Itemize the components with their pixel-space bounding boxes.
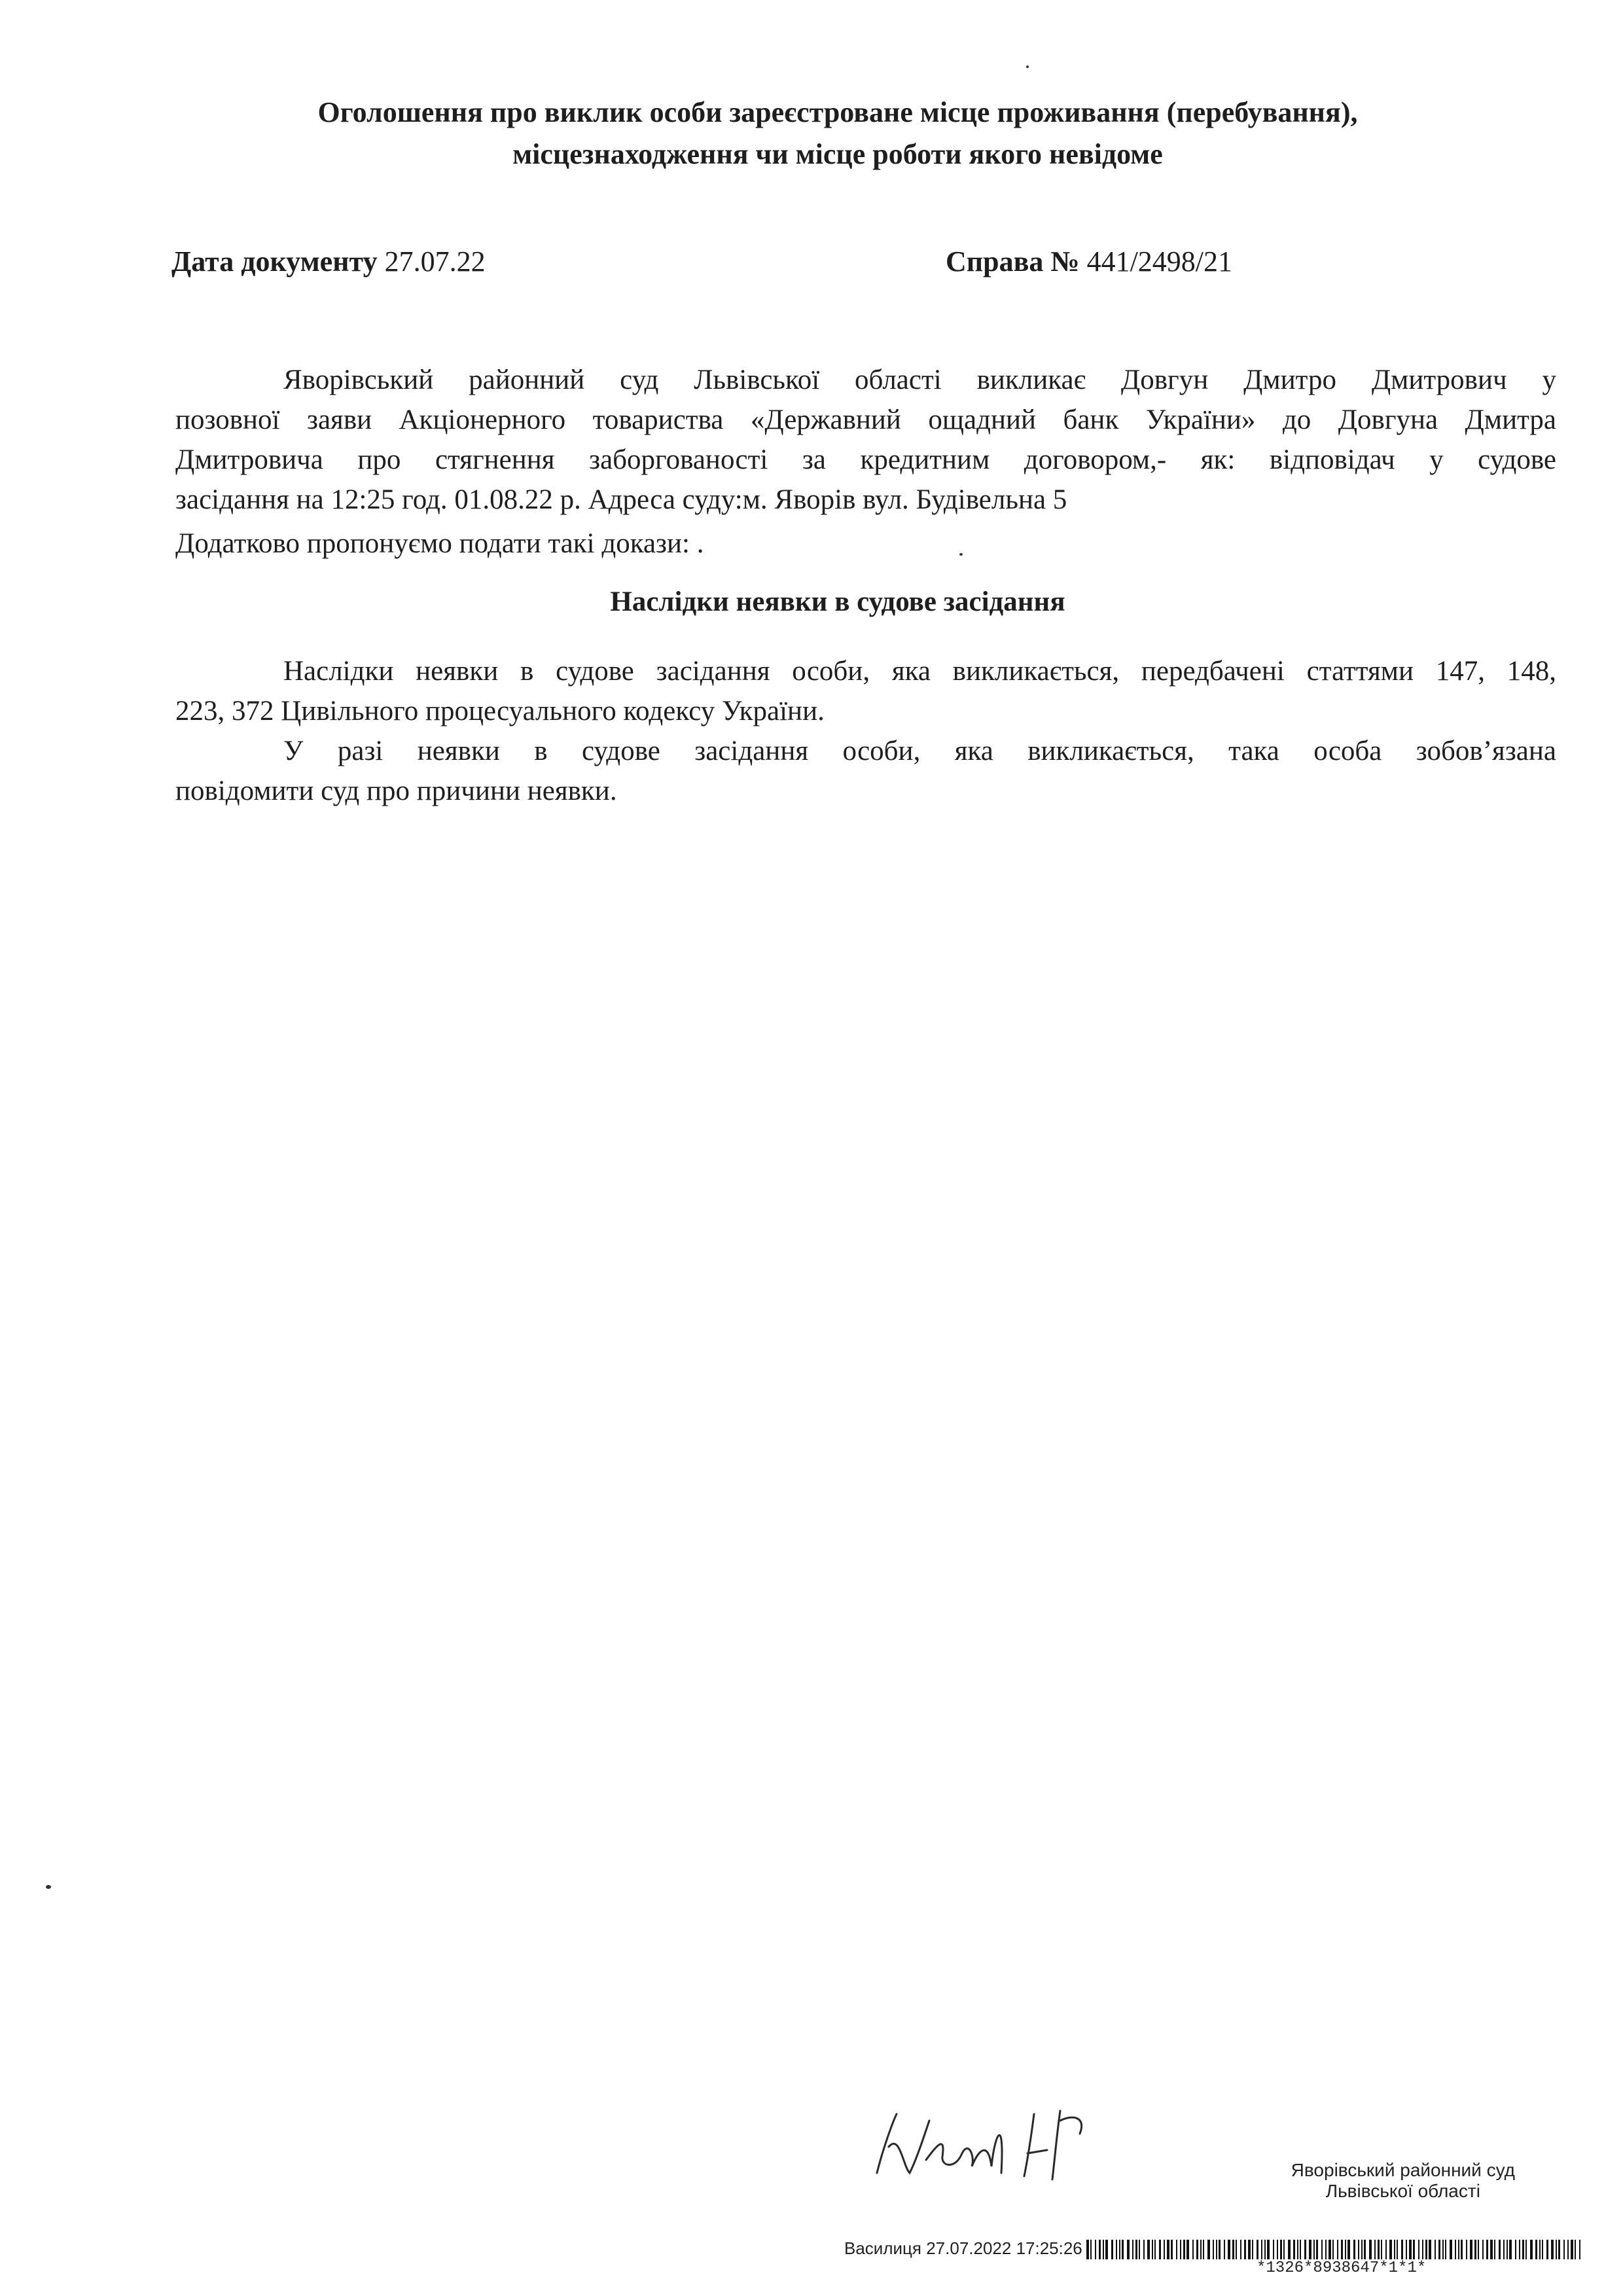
barcode-bar: [1309, 2240, 1311, 2259]
barcode-bar: [1490, 2240, 1493, 2259]
barcode-bar: [1507, 2240, 1508, 2259]
barcode-bar: [1418, 2240, 1419, 2259]
barcode: [1086, 2240, 1584, 2259]
barcode-bar: [1575, 2240, 1576, 2259]
barcode-bar: [1364, 2240, 1366, 2259]
barcode-bar: [1139, 2240, 1140, 2259]
barcode-bar: [1283, 2240, 1285, 2259]
barcode-bar: [1261, 2240, 1262, 2259]
barcode-bar: [1183, 2240, 1185, 2259]
barcode-bar: [1240, 2240, 1241, 2259]
barcode-bar: [1374, 2240, 1376, 2259]
barcode-bar: [1111, 2240, 1113, 2259]
consequences-p1-line-1: Наслідки неявки в судове засідання особи, яка викликається, передбачені статтями 147, 148,: [283, 656, 1556, 687]
barcode-bar: [1353, 2240, 1355, 2259]
barcode-bar: [1358, 2240, 1359, 2259]
barcode-bar: [1425, 2240, 1427, 2259]
barcode-bar: [1478, 2240, 1479, 2259]
barcode-bar: [1539, 2240, 1541, 2259]
barcode-bar: [1406, 2240, 1407, 2259]
barcode-bar: [1196, 2240, 1198, 2259]
barcode-bar: [1119, 2240, 1120, 2259]
barcode-bar: [1429, 2240, 1431, 2259]
barcode-bar: [1458, 2240, 1459, 2259]
summons-line-1: Яворівський районний суд Львівської області викликає Довгун Дмитро Дмитрович у: [283, 365, 1556, 395]
barcode-bar: [1313, 2240, 1315, 2259]
barcode-bar: [1224, 2240, 1225, 2259]
barcode-bar: [1515, 2240, 1516, 2259]
handwritten-signature: [864, 2094, 1139, 2193]
summons-paragraph: [175, 360, 1556, 520]
barcode-bar: [1147, 2240, 1150, 2259]
barcode-bar: [1345, 2240, 1346, 2259]
barcode-bar: [1103, 2240, 1104, 2259]
barcode-bar: [1394, 2240, 1395, 2259]
barcode-bar: [1563, 2240, 1565, 2259]
barcode-bar: [1535, 2240, 1537, 2259]
consequences-p2-line-1: У разі неявки в судове засідання особи, яка викликається, така особа зобов’язана: [283, 736, 1556, 766]
barcode-bar: [1267, 2240, 1270, 2259]
barcode-bar: [1519, 2240, 1520, 2259]
barcode-bar: [1413, 2240, 1415, 2259]
barcode-bar: [1369, 2240, 1372, 2259]
barcode-bar: [1571, 2240, 1573, 2259]
scan-speck: [959, 553, 963, 556]
barcode-bar: [1273, 2240, 1274, 2259]
barcode-bar: [1470, 2240, 1472, 2259]
barcode-bar: [1219, 2240, 1221, 2259]
barcode-bar: [1122, 2240, 1124, 2259]
barcode-bar: [1525, 2240, 1527, 2259]
barcode-bar: [1164, 2240, 1165, 2259]
barcode-bar: [1482, 2240, 1484, 2259]
barcode-bar: [1293, 2240, 1295, 2259]
date-value: 27.07.22: [384, 245, 486, 278]
barcode-bar: [1244, 2240, 1246, 2259]
barcode-bar: [1095, 2240, 1096, 2259]
case-label: Справа №: [946, 245, 1080, 278]
barcode-bar: [1579, 2240, 1580, 2259]
document-date: [171, 242, 486, 281]
barcode-bar: [1378, 2240, 1380, 2259]
barcode-bar: [1280, 2240, 1282, 2259]
barcode-bar: [1499, 2240, 1501, 2259]
barcode-bar: [1232, 2240, 1234, 2259]
barcode-bar: [1466, 2240, 1467, 2259]
date-label: Дата документу: [171, 245, 378, 278]
barcode-bar: [1180, 2240, 1181, 2259]
barcode-bar: [1567, 2240, 1569, 2259]
court-line-1: Яворівський районний суд: [1291, 2160, 1515, 2180]
barcode-bar: [1159, 2240, 1161, 2259]
barcode-bar: [1090, 2240, 1092, 2259]
barcode-bar: [1228, 2240, 1230, 2259]
barcode-bar: [1509, 2240, 1512, 2259]
barcode-bar: [1248, 2240, 1251, 2259]
barcode-bar: [1442, 2240, 1444, 2259]
barcode-bar: [1316, 2240, 1318, 2259]
barcode-bar: [1438, 2240, 1440, 2259]
barcode-bar: [1397, 2240, 1398, 2259]
barcode-bar: [1381, 2240, 1382, 2259]
barcode-bar: [1143, 2240, 1145, 2259]
consequences-heading: Наслідки неявки в судове засідання: [610, 586, 1065, 617]
barcode-bar: [1127, 2240, 1130, 2259]
scan-speck: [1026, 65, 1029, 68]
barcode-bar: [1422, 2240, 1423, 2259]
barcode-bar: [1252, 2240, 1253, 2259]
barcode-bar: [1325, 2240, 1327, 2259]
barcode-bar: [1297, 2240, 1298, 2259]
barcode-number: *1326*8938647*1*1*: [1257, 2259, 1427, 2277]
barcode-bar: [1450, 2240, 1452, 2259]
barcode-bar: [1321, 2240, 1323, 2259]
case-value: 441/2498/21: [1086, 245, 1233, 278]
court-line-2: Львівської області: [1325, 2181, 1480, 2201]
barcode-bar: [1086, 2240, 1089, 2259]
consequences-text: [175, 651, 1556, 811]
barcode-bar: [1288, 2240, 1291, 2259]
summons-line-2: позовної заяви Акціонерного товариства «Державний ощадний банк України» до Довгуна Дмитра: [175, 404, 1556, 435]
barcode-bar: [1105, 2240, 1108, 2259]
barcode-bar: [1192, 2240, 1194, 2259]
barcode-bar: [1551, 2240, 1554, 2259]
evidence-paragraph: [175, 524, 1556, 564]
barcode-bar: [1152, 2240, 1153, 2259]
document-title: [170, 92, 1505, 175]
signer-timestamp: Василиця 27.07.2022 17:25:26: [844, 2238, 1082, 2258]
barcode-bar: [1522, 2240, 1524, 2259]
barcode-bar: [1329, 2240, 1331, 2259]
barcode-bar: [1341, 2240, 1343, 2259]
barcode-bar: [1257, 2240, 1258, 2259]
barcode-bar: [1167, 2240, 1169, 2259]
summons-line-4: засідання на 12:25 год. 01.08.22 р. Адреса суду:м. Яворів вул. Будівельна 5: [175, 484, 1067, 515]
barcode-bar: [1186, 2240, 1189, 2259]
barcode-bar: [1401, 2240, 1403, 2259]
barcode-bar: [1176, 2240, 1177, 2259]
barcode-bar: [1135, 2240, 1137, 2259]
barcode-bar: [1277, 2240, 1278, 2259]
barcode-bar: [1385, 2240, 1387, 2259]
barcode-bar: [1486, 2240, 1488, 2259]
barcode-bar: [1203, 2240, 1204, 2259]
barcode-bar: [1389, 2240, 1392, 2259]
barcode-bar: [1474, 2240, 1476, 2259]
barcode-bar: [1216, 2240, 1217, 2259]
barcode-bar: [1099, 2240, 1101, 2259]
barcode-bar: [1304, 2240, 1306, 2259]
barcode-bar: [1337, 2240, 1338, 2259]
barcode-bar: [1264, 2240, 1266, 2259]
barcode-bar: [1461, 2240, 1463, 2259]
consequences-p1-line-2: 223, 372 Цивільного процесуального кодексу України.: [175, 696, 825, 726]
barcode-bar: [1200, 2240, 1202, 2259]
barcode-bar: [1332, 2240, 1334, 2259]
title-line-1: Оголошення про виклик особи зареєстроване місце проживання (перебування),: [317, 96, 1358, 128]
court-stamp: [1291, 2160, 1515, 2202]
barcode-bar: [1494, 2240, 1495, 2259]
consequences-p2-line-2: повідомити суд про причини неявки.: [175, 776, 617, 806]
barcode-bar: [1236, 2240, 1237, 2259]
barcode-bar: [1542, 2240, 1543, 2259]
barcode-bar: [1503, 2240, 1505, 2259]
scan-speck: [46, 1885, 51, 1889]
barcode-bar: [1435, 2240, 1436, 2259]
barcode-bar: [1445, 2240, 1446, 2259]
barcode-bar: [1455, 2240, 1456, 2259]
barcode-bar: [1556, 2240, 1557, 2259]
barcode-bar: [1546, 2240, 1548, 2259]
barcode-bar: [1213, 2240, 1214, 2259]
title-line-2: місцезнаходження чи місце роботи якого невідоме: [512, 138, 1163, 170]
barcode-bar: [1132, 2240, 1133, 2259]
barcode-bar: [1300, 2240, 1301, 2259]
barcode-bar: [1409, 2240, 1412, 2259]
barcode-bar: [1116, 2240, 1117, 2259]
barcode-bar: [1171, 2240, 1173, 2259]
barcode-bar: [1347, 2240, 1350, 2259]
evidence-line: Додатково пропонуємо подати такі докази: .: [175, 528, 704, 559]
summons-line-3: Дмитровича про стягнення заборгованості за кредитним договором,- як: відповідач у судове: [175, 444, 1556, 475]
case-number: [946, 242, 1232, 281]
barcode-bar: [1154, 2240, 1156, 2259]
barcode-bar: [1558, 2240, 1560, 2259]
barcode-bar: [1361, 2240, 1363, 2259]
barcode-bar: [1207, 2240, 1210, 2259]
barcode-bar: [1530, 2240, 1533, 2259]
